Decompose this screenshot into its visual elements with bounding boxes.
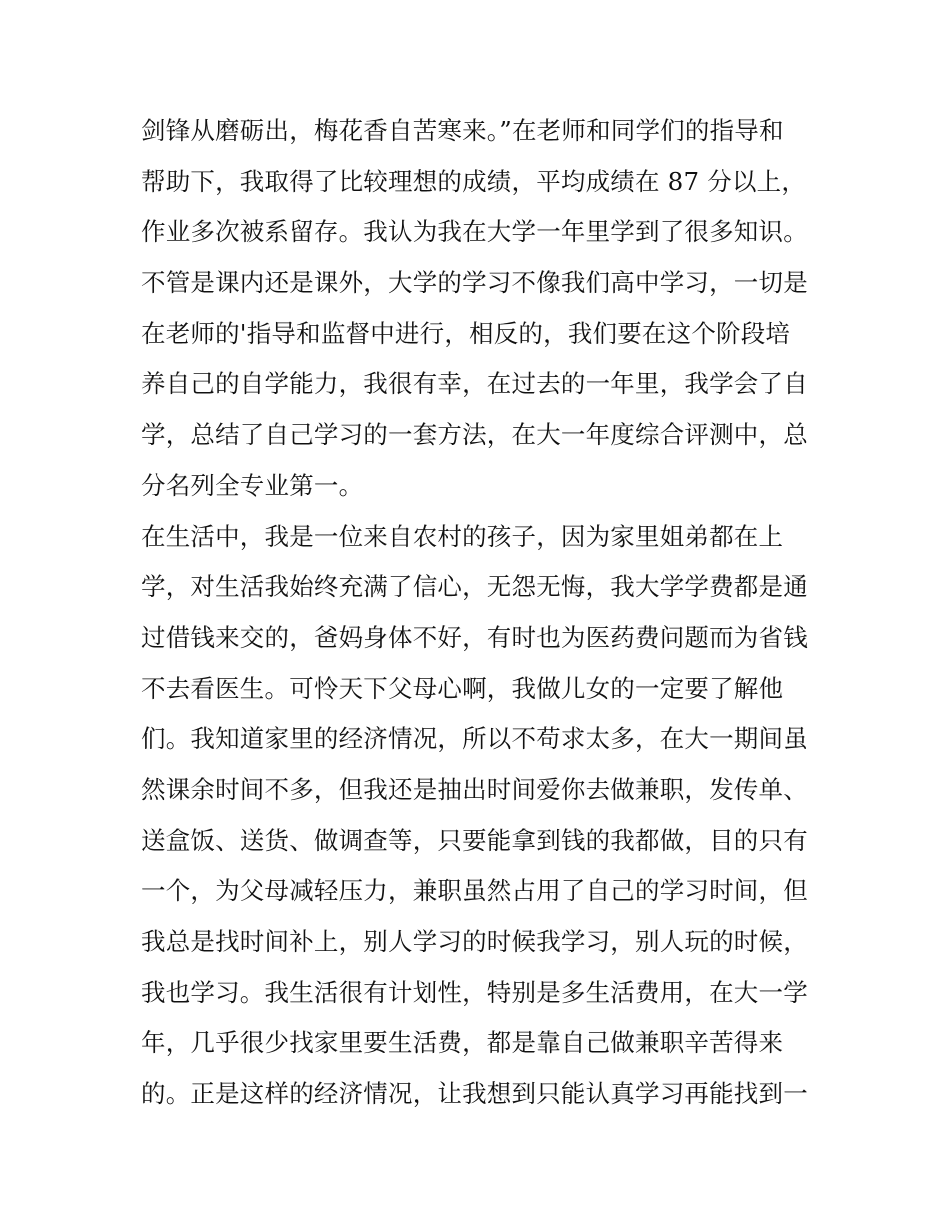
text-line: 我也学习。我生活很有计划性，特别是多生活费用，在大一学	[141, 977, 808, 1007]
body-text	[141, 106, 821, 1120]
text-line: 在生活中，我是一位来自农村的孩子，因为家里姐弟都在上	[141, 521, 784, 551]
text-line: 养自己的自学能力，我很有幸，在过去的一年里，我学会了自	[141, 369, 808, 399]
text-line: 的。正是这样的经济情况，让我想到只能认真学习再能找到一	[141, 1079, 808, 1109]
text-line: 然课余时间不多，但我还是抽出时间爱你去做兼职，发传单、	[141, 774, 808, 804]
text-line: 剑锋从磨砺出，梅花香自苦寒来。”在老师和同学们的指导和	[141, 116, 784, 145]
text-line: 分名列全专业第一。	[141, 470, 364, 500]
text-line: 年，几乎很少找家里要生活费，都是靠自己做兼职辛苦得来	[141, 1028, 784, 1058]
text-line: 我总是找时间补上，别人学习的时候我学习，别人玩的时候，	[141, 927, 808, 956]
text-line: 学，总结了自己学习的一套方法，在大一年度综合评测中，总	[141, 420, 808, 450]
text-line: 在老师的'指导和监督中进行，相反的，我们要在这个阶段培	[141, 318, 791, 348]
text-line: 帮助下，我取得了比较理想的成绩，平均成绩在 87 分以上，	[141, 166, 807, 196]
text-line: 学，对生活我始终充满了信心，无怨无悔，我大学学费都是通	[141, 572, 808, 602]
text-line: 送盒饭、送货、做调查等，只要能拿到钱的我都做，目的只有	[141, 825, 808, 855]
text-line: 们。我知道家里的经济情况，所以不苟求太多，在大一期间虽	[141, 724, 808, 754]
text-line: 一个，为父母减轻压力，兼职虽然占用了自己的学习时间，但	[141, 876, 808, 906]
text-line: 作业多次被系留存。我认为我在大学一年里学到了很多知识。	[141, 217, 808, 247]
text-line: 不管是课内还是课外，大学的学习不像我们高中学习，一切是	[141, 268, 808, 298]
text-line: 不去看医生。可怜天下父母心啊，我做儿女的一定要了解他	[141, 673, 784, 703]
text-line: 过借钱来交的，爸妈身体不好，有时也为医药费问题而为省钱	[141, 622, 808, 652]
